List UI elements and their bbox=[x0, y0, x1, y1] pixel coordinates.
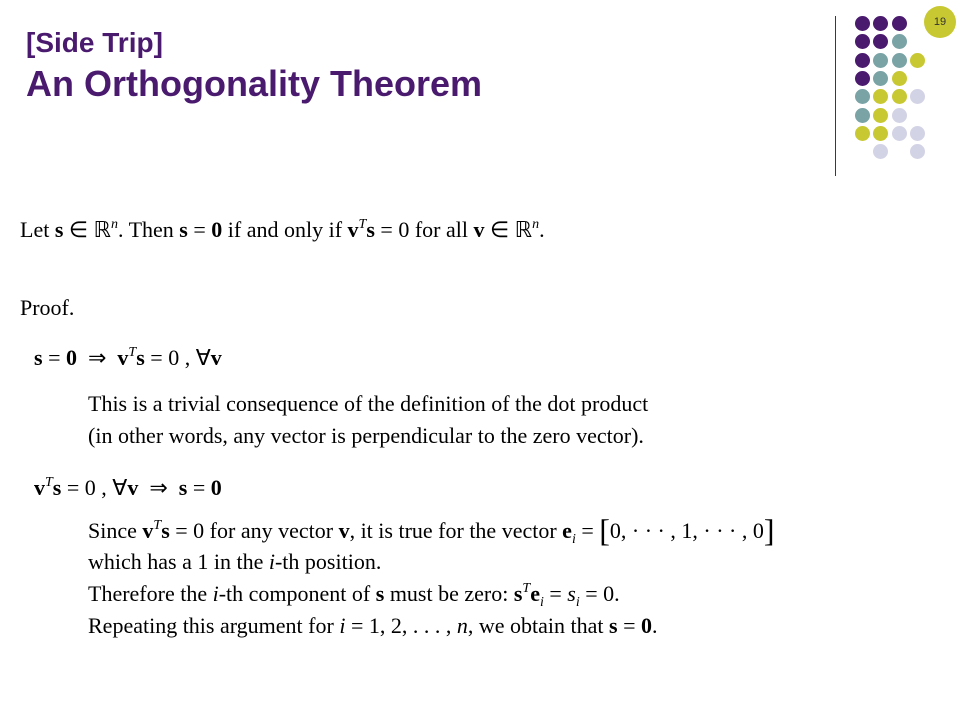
reverse-explanation-line3: Therefore the i-th component of s must be zero: $s^Te_i = s_i = 0$. bbox=[88, 581, 620, 610]
decorative-dot bbox=[873, 16, 888, 31]
reverse-direction-formula: $v^Ts = 0$ , ∀v ⇒ s = 0 bbox=[34, 475, 222, 500]
decorative-dot bbox=[892, 53, 907, 68]
decorative-dot bbox=[873, 108, 888, 123]
decorative-dot bbox=[892, 108, 907, 123]
reverse-explanation-line4: Repeating this argument for i = 1, 2, . . . , n, we obtain that s = 0. bbox=[88, 613, 658, 638]
decorative-dot bbox=[910, 89, 925, 104]
decorative-dot bbox=[873, 144, 888, 159]
reverse-explanation-line1: Since $v^Ts = 0$ for any vector v, it is true for the vector $e_i = [0$, · · · , 1, · · · , 0] bbox=[88, 512, 775, 548]
decorative-dot bbox=[892, 126, 907, 141]
decorative-dot bbox=[892, 71, 907, 86]
decorative-dot bbox=[873, 89, 888, 104]
decorative-dot bbox=[873, 34, 888, 49]
decorative-dot bbox=[855, 89, 870, 104]
title-side-trip: [Side Trip] bbox=[26, 27, 163, 58]
decorative-dot bbox=[910, 144, 925, 159]
decorative-dot bbox=[892, 16, 907, 31]
decorative-dot bbox=[855, 108, 870, 123]
decorative-dot bbox=[873, 126, 888, 141]
slide-title bbox=[26, 26, 482, 106]
decorative-dot bbox=[873, 71, 888, 86]
forward-explanation-line2: (in other words, any vector is perpendicular to the zero vector). bbox=[88, 423, 644, 448]
title-main: An Orthogonality Theorem bbox=[26, 63, 483, 104]
decorative-dot bbox=[855, 71, 870, 86]
decorative-dot bbox=[910, 53, 925, 68]
page-number-badge: 19 bbox=[924, 6, 956, 38]
forward-direction-formula: s = 0 ⇒ $v^Ts = 0$ , ∀v bbox=[34, 345, 222, 370]
decorative-dot bbox=[892, 89, 907, 104]
forward-explanation-line1: This is a trivial consequence of the definition of the dot product bbox=[88, 391, 649, 416]
decorative-dot bbox=[855, 126, 870, 141]
decorative-dot bbox=[855, 34, 870, 49]
theorem-statement: Let s ∈ ℝ$^n$. Then s = 0 if and only if $v^Ts = 0$ for all v ∈ ℝ$^n$. bbox=[20, 217, 545, 242]
reverse-explanation-line2: which has a 1 in the i-th position. bbox=[88, 549, 382, 574]
header-divider bbox=[835, 16, 836, 176]
proof-label: Proof. bbox=[20, 295, 75, 320]
decorative-dot bbox=[855, 53, 870, 68]
decorative-dot bbox=[892, 34, 907, 49]
decorative-dot bbox=[855, 16, 870, 31]
decorative-dot bbox=[910, 126, 925, 141]
decorative-dot bbox=[873, 53, 888, 68]
